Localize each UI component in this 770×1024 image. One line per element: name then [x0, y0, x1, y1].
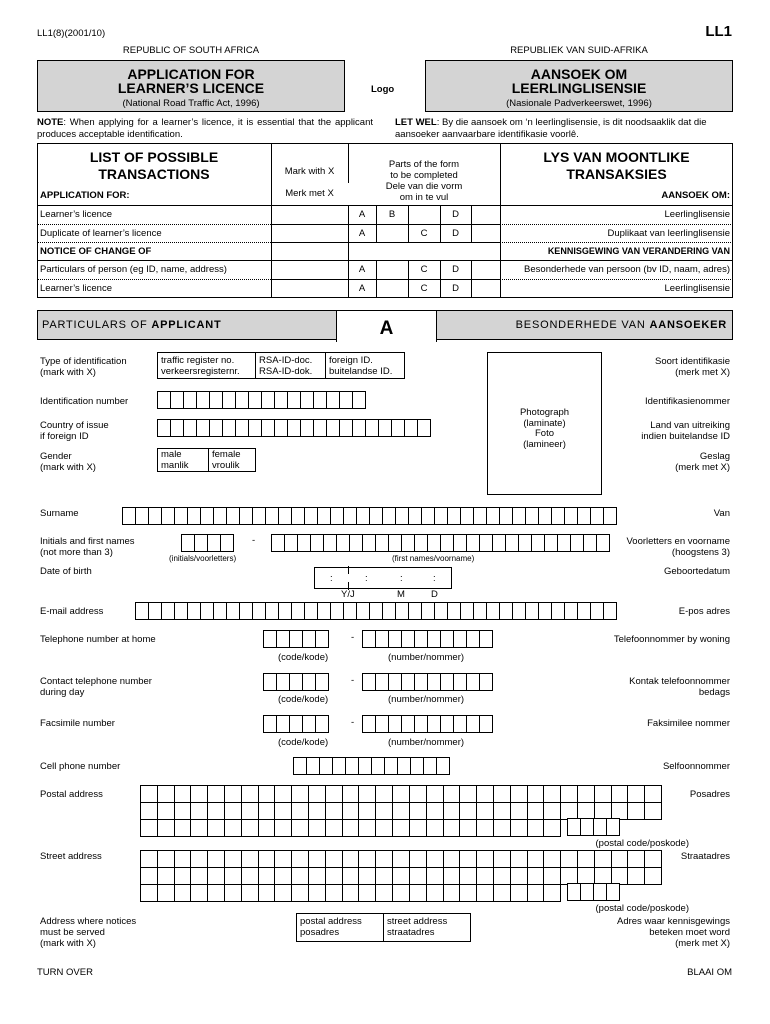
gender-af-1: Geslag [699, 451, 730, 462]
fax-number-caption: (number/nommer) [388, 737, 465, 748]
tel-home-dash: - [351, 632, 355, 643]
country-of-issue-input[interactable] [157, 419, 431, 437]
contact-label-en [40, 676, 152, 698]
turn-over: TURN OVER [37, 967, 93, 978]
section-a-en-light: PARTICULARS OF [42, 319, 148, 331]
title-box-en [37, 60, 345, 112]
parts-line-1: Parts of the form [388, 159, 460, 170]
initials-label-en [40, 536, 135, 558]
street-label-en: Street address [40, 851, 102, 862]
transactions-title-en-2: TRANSACTIONS [98, 166, 210, 182]
note-en [37, 117, 373, 140]
initials-dash: - [252, 535, 256, 546]
cell-label-en: Cell phone number [40, 761, 121, 772]
photograph-box [487, 352, 602, 495]
part-r1-b: B [388, 209, 396, 220]
dob-label-af: Geboortedatum [663, 566, 730, 577]
opt-rsa-2: RSA-ID-dok. [259, 366, 313, 377]
opt-foreign-1: foreign ID. [329, 355, 373, 366]
fax-dash: - [351, 717, 355, 728]
photo-line-4: (lamineer) [523, 438, 566, 450]
fax-label-en: Facsimile number [40, 718, 115, 729]
id-number-label-en: Identification number [40, 396, 129, 407]
country-label-en [40, 420, 109, 442]
id-type-af-1: Soort identifikasie [655, 356, 730, 367]
gender-label-en [40, 451, 96, 473]
title-box-af [425, 60, 733, 112]
note-label-af: LET WEL [395, 117, 437, 128]
country-af: REPUBLIEK VAN SUID-AFRIKA [510, 45, 648, 56]
country-en-1: Country of issue [40, 420, 109, 431]
act-af: (Nasionale Padverkeerswet, 1996) [506, 98, 652, 109]
id-number-input[interactable] [157, 391, 366, 409]
parts-to-complete [348, 159, 500, 203]
tel-home-code-input[interactable] [263, 630, 329, 648]
country-label-af [641, 420, 730, 442]
surname-label-en: Surname [40, 508, 79, 519]
notices-label-en [40, 916, 136, 949]
row-duplicate-af: Duplikaat van leerlinglisensie [607, 228, 730, 239]
transactions-title-en [37, 149, 271, 183]
first-names-caption: (first names/voorname) [392, 554, 475, 563]
tel-home-number-caption: (number/nommer) [388, 652, 465, 663]
initials-en-1: Initials and first names [40, 536, 135, 547]
id-type-traffic-register[interactable] [157, 352, 256, 379]
section-a-title-af [436, 310, 733, 340]
fax-label-af: Faksimilee nommer [647, 718, 730, 729]
part-r4-d: D [452, 283, 459, 294]
notices-street-option[interactable] [383, 913, 471, 942]
transactions-title-af [500, 149, 733, 183]
part-r3-a: A [358, 264, 366, 275]
notices-label-af [617, 916, 730, 949]
country-af-2: indien buitelandse ID [641, 431, 730, 442]
country-af-1: Land van uitreiking [650, 420, 730, 431]
section-a-en-bold: APPLICANT [151, 319, 222, 331]
row-particulars-en: Particulars of person (eg ID, name, address) [40, 264, 227, 275]
notices-en-2: must be served [40, 927, 105, 938]
email-label-en: E-mail address [40, 606, 104, 617]
postal-code-caption: (postal code/poskode) [595, 838, 689, 849]
notices-af-2: beteken moet word [649, 927, 730, 938]
mark-box-learners-licence[interactable] [272, 206, 347, 223]
country-en: REPUBLIC OF SOUTH AFRICA [122, 45, 260, 56]
postal-label-en: Postal address [40, 789, 103, 800]
notice-of-change-en: NOTICE OF CHANGE OF [40, 246, 152, 257]
row-change-learners-licence-en: Learner’s licence [40, 283, 112, 294]
gender-label-af [675, 451, 730, 473]
id-type-en-1: Type of identification [40, 356, 127, 367]
surname-input[interactable] [122, 507, 617, 525]
postal-code-input[interactable] [567, 818, 620, 836]
surname-label-af: Van [713, 508, 730, 519]
email-label-af: E-pos adres [678, 606, 730, 617]
notices-af-3: (merk met X) [675, 938, 730, 949]
opt-street-2: straatadres [387, 927, 435, 938]
transactions-title-af-2: TRANSAKSIES [566, 166, 667, 182]
gender-en-2: (mark with X) [40, 462, 96, 473]
opt-street-1: street address [387, 916, 448, 927]
contact-en-2: during day [40, 687, 85, 698]
street-code-caption: (postal code/poskode) [595, 903, 689, 914]
note-af [395, 117, 733, 140]
contact-en-1: Contact telephone number [40, 676, 152, 687]
part-r1-a: A [358, 209, 366, 220]
id-type-foreign-id[interactable] [325, 352, 405, 379]
blaai-om: BLAAI OM [687, 967, 732, 978]
cell-label-af: Selfoonnommer [662, 761, 730, 772]
email-input[interactable] [135, 602, 617, 620]
part-r1-d: D [452, 209, 459, 220]
opt-foreign-2: buitelandse ID. [329, 366, 393, 377]
part-r4-a: A [358, 283, 366, 294]
initials-en-2: (not more than 3) [40, 547, 113, 558]
dob-day-caption: D [431, 589, 438, 600]
mark-box-particulars[interactable] [272, 261, 347, 278]
contact-af-2: bedags [698, 687, 730, 698]
gender-af-2: (merk met X) [675, 462, 730, 473]
gender-male-option[interactable] [157, 448, 209, 472]
id-type-en-2: (mark with X) [40, 367, 96, 378]
dob-label-en: Date of birth [40, 566, 92, 577]
contact-code-caption: (code/kode) [278, 694, 329, 705]
contact-dash: - [351, 675, 355, 686]
cell-phone-input[interactable] [293, 757, 450, 775]
photo-line-3: Foto [534, 428, 554, 439]
initials-af-2: (hoogstens 3) [671, 547, 730, 558]
tel-home-number-input[interactable] [362, 630, 493, 648]
fax-code-input[interactable] [263, 715, 329, 733]
id-type-af-2: (merk met X) [675, 367, 730, 378]
parts-line-4: om in te vul [399, 192, 449, 203]
part-r2-c: C [420, 228, 428, 239]
title-af-1: AANSOEK OM [530, 66, 628, 82]
notices-postal-option[interactable] [296, 913, 384, 942]
mark-box-change-learners-licence[interactable] [272, 280, 347, 297]
initials-af-1: Voorletters en voorname [626, 536, 730, 547]
part-r4-c: C [420, 283, 428, 294]
section-a-letter: A [379, 318, 394, 339]
contact-label-af [629, 676, 730, 698]
dob-year-caption: Y/J [341, 589, 355, 600]
title-en-1: APPLICATION FOR [127, 66, 255, 82]
contact-af-1: Kontak telefoonnommer [629, 676, 730, 687]
contact-number-input[interactable] [362, 673, 493, 691]
notices-af-1: Adres waar kennisgewings [616, 916, 730, 927]
opt-postal-2: posadres [300, 927, 340, 938]
male-2: manlik [161, 459, 189, 471]
part-r2-d: D [452, 228, 459, 239]
id-type-label-en [40, 356, 127, 378]
note-text-af: : By die aansoek om ‘n leerlinglisensie, is dit noodsaaklik dat die aansoeker aanvaarbare identifikasie voorlê. [395, 117, 707, 140]
notice-of-change-af: KENNISGEWING VAN VERANDERING VAN [547, 246, 730, 256]
dob-month-caption: M [397, 589, 405, 600]
title-af-2: LEERLINGLISENSIE [511, 80, 647, 96]
id-type-rsa-id[interactable] [255, 352, 326, 379]
male-1: male [161, 449, 182, 460]
initials-label-af [626, 536, 730, 558]
section-a-letter-box [336, 310, 437, 342]
section-a-title-en [37, 310, 337, 340]
apply-for-af: AANSOEK OM: [661, 190, 730, 201]
photo-line-1: Photograph [519, 407, 570, 418]
id-number-label-af: Identifikasienommer [644, 396, 730, 407]
opt-traffic-2: verkeersregisternr. [161, 366, 240, 377]
row-duplicate-en: Duplicate of learner’s licence [40, 228, 162, 239]
contact-number-caption: (number/nommer) [388, 694, 465, 705]
part-r3-d: D [452, 264, 459, 275]
street-label-af: Straatadres [680, 851, 730, 862]
act-en: (National Road Traffic Act, 1996) [122, 98, 260, 109]
form-code: LL1(8)(2001/10) [37, 28, 106, 39]
gender-female-option[interactable] [208, 448, 256, 472]
note-label-en: NOTE [37, 117, 64, 128]
tel-home-code-caption: (code/kode) [278, 652, 329, 663]
row-learners-licence-af: Leerlinglisensie [664, 209, 730, 220]
postal-label-af: Posadres [689, 789, 730, 800]
contact-code-input[interactable] [263, 673, 329, 691]
fax-number-input[interactable] [362, 715, 493, 733]
parts-line-3: Dele van die vorm [385, 181, 463, 192]
logo-placeholder: Logo [371, 84, 395, 95]
apply-for-en: APPLICATION FOR: [40, 190, 130, 201]
tel-home-label-en: Telephone number at home [40, 634, 156, 645]
title-en-2: LEARNER’S LICENCE [117, 80, 265, 96]
opt-rsa-1: RSA-ID-doc. [259, 355, 313, 366]
opt-traffic-1: traffic register no. [161, 355, 235, 366]
photo-line-2: (laminate) [523, 417, 566, 429]
initials-caption: (initials/voorletters) [169, 554, 237, 563]
tel-home-label-af: Telefoonnommer by woning [613, 634, 730, 645]
transactions-title-en-1: LIST OF POSSIBLE [89, 149, 219, 165]
transactions-title-af-1: LYS VAN MOONTLIKE [543, 149, 690, 165]
street-code-input[interactable] [567, 883, 620, 901]
country-en-2: if foreign ID [40, 431, 89, 442]
merk-met-x: Merk met X [285, 188, 334, 199]
female-2: vroulik [212, 459, 240, 471]
form-id: LL1 [705, 23, 732, 40]
first-names-input[interactable] [271, 534, 610, 552]
part-r2-a: A [358, 228, 366, 239]
female-1: female [212, 449, 241, 460]
dob-input[interactable]: : : : : [314, 567, 452, 589]
section-a-af-bold: AANSOEKER [649, 319, 727, 331]
gender-en-1: Gender [40, 451, 72, 462]
mark-box-duplicate[interactable] [272, 225, 347, 241]
notices-en-3: (mark with X) [40, 938, 96, 949]
mark-with-x: Mark with X [284, 166, 335, 177]
row-particulars-af: Besonderhede van persoon (bv ID, naam, adres) [524, 264, 730, 275]
notices-en-1: Address where notices [40, 916, 137, 927]
part-r3-c: C [420, 264, 428, 275]
row-change-learners-licence-af: Leerlinglisensie [664, 283, 730, 294]
row-learners-licence-en: Learner’s licence [40, 209, 112, 220]
section-a-af-light: BESONDERHEDE VAN [515, 319, 646, 331]
opt-postal-1: postal address [300, 916, 362, 927]
note-text-en: : When applying for a learner’s licence, it is essential that the applicant produces acceptable identification. [37, 117, 373, 140]
fax-code-caption: (code/kode) [278, 737, 329, 748]
initials-input[interactable] [181, 534, 234, 552]
parts-line-2: to be completed [390, 170, 458, 181]
id-type-label-af [655, 356, 730, 378]
